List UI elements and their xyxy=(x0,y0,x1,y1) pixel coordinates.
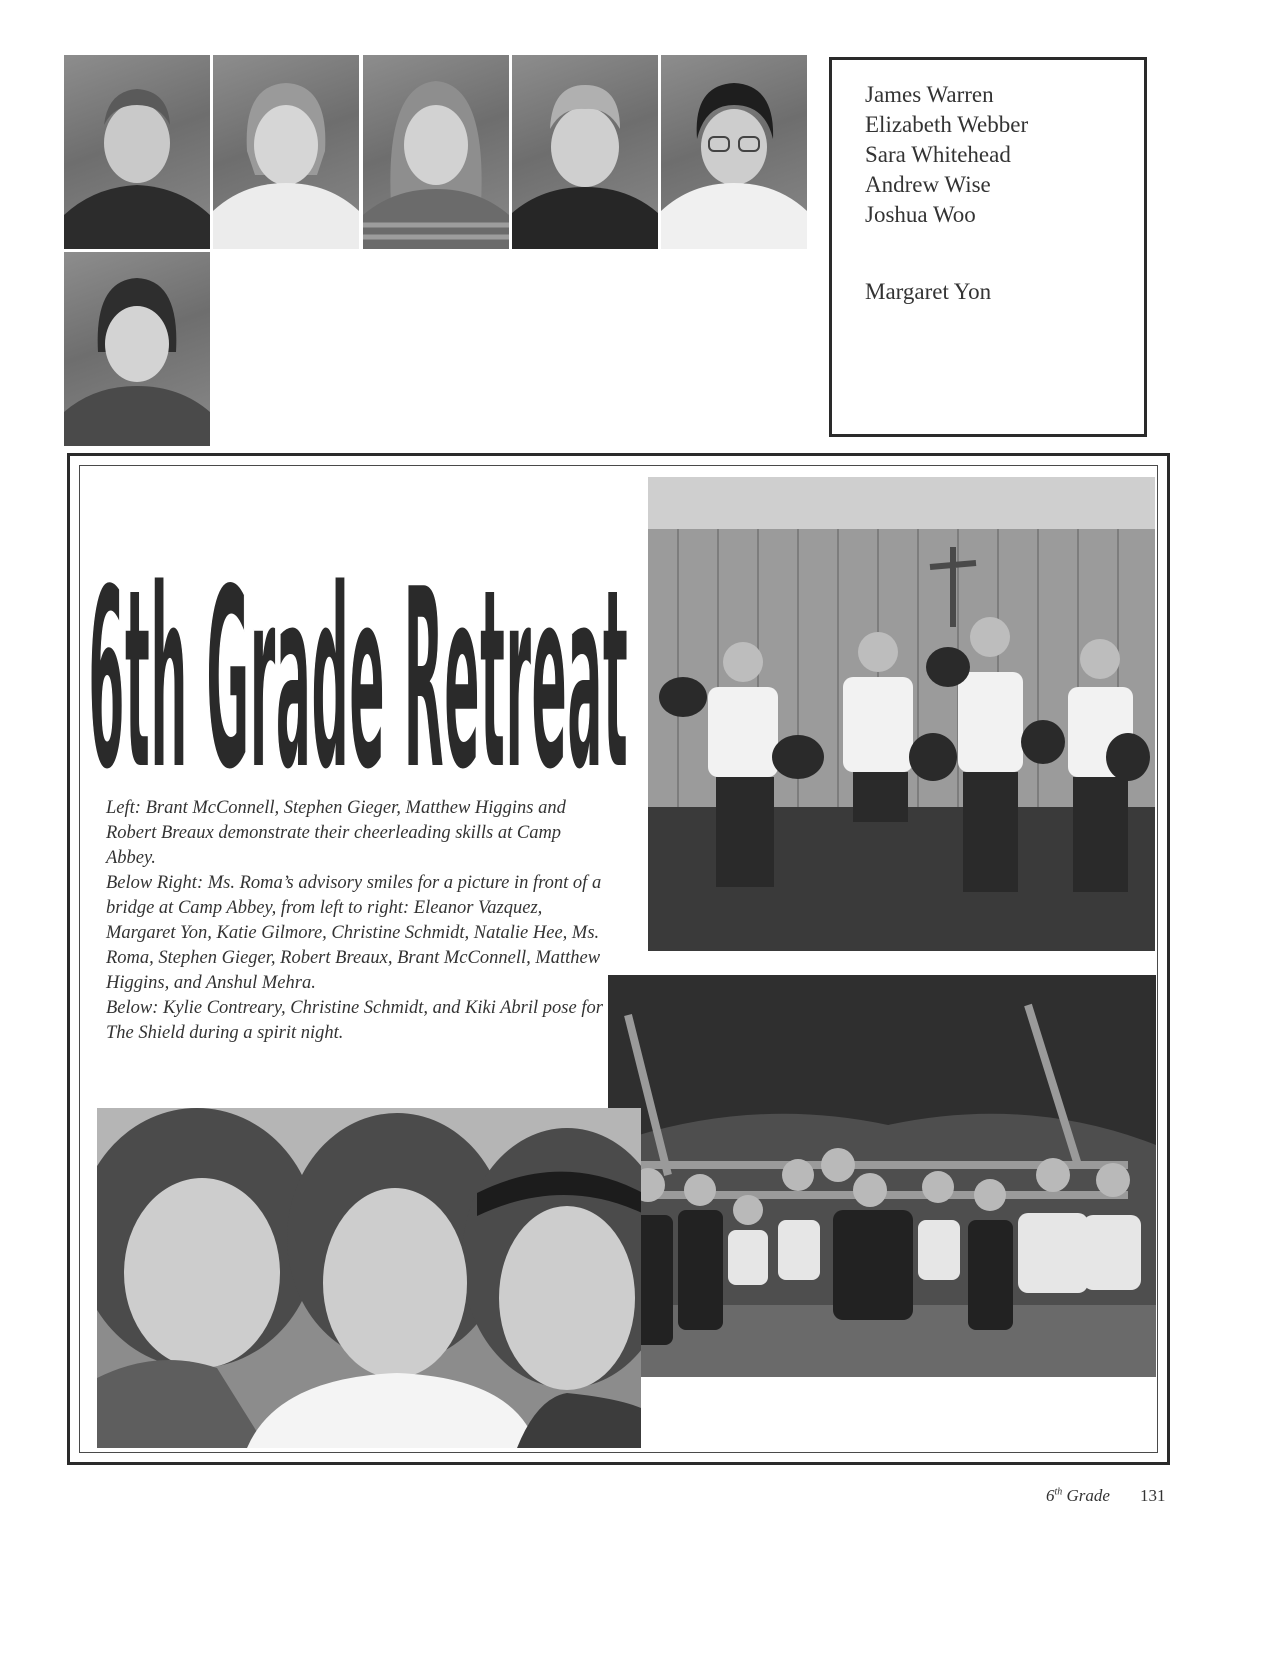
roster-name: Sara Whitehead xyxy=(865,142,1011,167)
roster-name-second-row: Margaret Yon xyxy=(865,279,992,304)
page-number: 131 xyxy=(1140,1486,1166,1505)
roster-name: Andrew Wise xyxy=(865,172,991,197)
photo-image xyxy=(648,477,1155,951)
footer-section-number: 6 xyxy=(1046,1486,1055,1505)
feature-caption xyxy=(106,796,606,1046)
student-photo xyxy=(661,55,807,249)
cheerleading-photo xyxy=(648,477,1155,951)
caption-below: Below: Kylie Contreary, Christine Schmidt, and Kiki Abril pose for The Shield during a spirit night. xyxy=(106,998,603,1043)
photo-image xyxy=(97,1108,641,1448)
portrait-elizabeth-webber xyxy=(213,55,359,249)
page-footer-section xyxy=(1046,1486,1110,1506)
portrait-joshua-woo xyxy=(661,55,807,249)
roster-name: James Warren xyxy=(865,82,994,107)
roster-names-list xyxy=(865,80,1028,230)
student-photo xyxy=(64,252,210,446)
spirit-night-photo xyxy=(97,1108,641,1448)
student-photo xyxy=(213,55,359,249)
portrait-andrew-wise xyxy=(512,55,658,249)
bridge-group-photo xyxy=(608,975,1156,1377)
student-photo xyxy=(512,55,658,249)
photo-image xyxy=(608,975,1156,1377)
portrait-margaret-yon xyxy=(64,252,210,446)
feature-title-text: 6th Grade Retreat xyxy=(88,535,629,800)
caption-below-right: Below Right: Ms. Roma’s advisory smiles for a picture in front of a bridge at Camp Abbey, from left to right: Eleanor Vazquez, Margaret Yon, Katie Gilmore, Christine Schmidt, Natalie Hee, Ms. Roma, Stephen Gieger, Robert Breaux, Brant McConnell, Matthew Higgins, and Anshul Mehra. xyxy=(106,873,602,993)
portrait-sara-whitehead xyxy=(363,55,509,249)
roster-name: Elizabeth Webber xyxy=(865,112,1029,137)
student-photo xyxy=(64,55,210,249)
roster-names-box xyxy=(829,57,1147,437)
footer-section-label: Grade xyxy=(1062,1486,1110,1505)
roster-name: Joshua Woo xyxy=(865,202,976,227)
feature-title xyxy=(78,470,638,800)
caption-left: Left: Brant McConnell, Stephen Gieger, Matthew Higgins and Robert Breaux demonstrate their cheerleading skills at Camp Abbey. xyxy=(106,798,566,868)
student-photo xyxy=(363,55,509,249)
portrait-james-warren xyxy=(64,55,210,249)
footer-section-ordinal: th xyxy=(1054,1486,1063,1498)
